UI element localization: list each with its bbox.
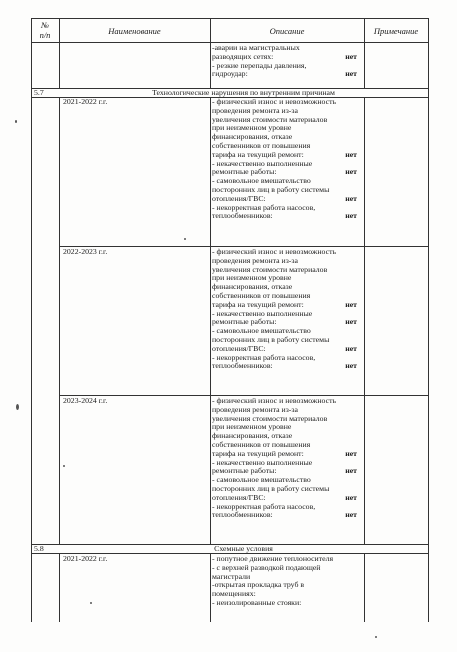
description-cell	[212, 397, 360, 520]
description-line: разводящих сетях:	[212, 51, 274, 61]
table-rule	[210, 97, 211, 544]
answer-value: нет	[345, 492, 357, 502]
answer-value: нет	[345, 448, 357, 458]
description-line: ремонтные работы:	[212, 317, 277, 327]
description-line: увеличения стоимости материалов	[212, 264, 328, 274]
header-number-sub: п/п	[39, 30, 51, 40]
description-line: магистрали	[212, 571, 251, 581]
description-line: - с верхней разводкой подающей	[212, 562, 321, 572]
description-line: проведения ремонта из-за	[212, 404, 298, 414]
answer-value: нет	[345, 193, 357, 203]
description-line: увеличения стоимости материалов	[212, 114, 328, 124]
header-name: Наименование	[108, 26, 161, 36]
description-line: -открытая прокладка труб в	[212, 580, 305, 590]
description-line: проведения ремонта из-за	[212, 255, 298, 265]
description-line: тарифа на текущий ремонт:	[212, 448, 304, 458]
section-number: 5.7	[34, 87, 44, 97]
description-line: при неизменном уровне	[212, 273, 292, 283]
header-note: Примечание	[373, 26, 419, 36]
answer-value: нет	[345, 69, 357, 79]
header-description: Описание	[269, 26, 305, 36]
scan-speck	[15, 120, 17, 123]
description-line: тарифа на текущий ремонт:	[212, 149, 304, 159]
header-number	[31, 20, 59, 40]
description-line: финансирования, отказе	[212, 431, 293, 441]
table-rule	[31, 18, 428, 19]
description-line: посторонних лиц в работу системы	[212, 184, 330, 194]
description-line: посторонних лиц в работу системы	[212, 334, 330, 344]
description-line: - попутное движение теплоносителя	[212, 554, 334, 563]
description-line: теплообменников:	[212, 211, 273, 221]
scan-speck	[184, 238, 186, 240]
description-line: - неизолированные стояки:	[212, 597, 302, 607]
answer-value: нет	[345, 149, 357, 159]
description-cell	[212, 248, 360, 371]
description-line: - некорректная работа насосов,	[212, 501, 316, 511]
description-line: при неизменном уровне	[212, 422, 292, 432]
year-label: 2021-2022 г.г.	[63, 97, 108, 106]
answer-value: нет	[345, 343, 357, 353]
description-line: отопления/ГВС:	[212, 343, 266, 353]
description-line: - самовольное вмешательство	[212, 326, 311, 336]
description-line: - самовольное вмешательство	[212, 176, 311, 186]
description-line: - некачественно выполненные	[212, 308, 313, 318]
header-number-sign: №	[40, 20, 49, 30]
answer-value: нет	[345, 167, 357, 177]
description-cell	[212, 44, 360, 79]
description-line: ремонтные работы:	[212, 167, 277, 177]
description-line: тарифа на текущий ремонт:	[212, 299, 304, 309]
year-label: 2021-2022 г.г.	[63, 554, 108, 563]
description-line: теплообменников:	[212, 510, 273, 520]
description-line: отопления/ГВС:	[212, 492, 266, 502]
description-line: - самовольное вмешательство	[212, 475, 311, 485]
description-line: - некорректная работа насосов,	[212, 352, 316, 362]
scan-speck	[16, 404, 19, 410]
description-line: - некорректная работа насосов,	[212, 202, 316, 212]
description-line: посторонних лиц в работу системы	[212, 483, 330, 493]
description-cell	[212, 98, 360, 221]
description-line: увеличения стоимости материалов	[212, 413, 328, 423]
scan-speck	[375, 636, 377, 638]
description-cell	[212, 555, 360, 608]
description-line: теплообменников:	[212, 361, 273, 371]
description-line: - физический износ и невозможность	[212, 247, 337, 256]
description-line: финансирования, отказе	[212, 282, 293, 292]
description-line: - резкие перепады давления,	[212, 60, 307, 70]
answer-value: нет	[345, 361, 357, 371]
description-line: гидроудар:	[212, 69, 248, 79]
table-rule	[210, 553, 211, 622]
description-line: собственников от повышения	[212, 439, 311, 449]
description-line: помещениях:	[212, 589, 256, 599]
section-title: Технологические нарушения по внутренним причинам	[152, 87, 335, 97]
description-line: - физический износ и невозможность	[212, 97, 337, 106]
description-line: отопления/ГВС:	[212, 193, 266, 203]
answer-value: нет	[345, 317, 357, 327]
description-line: - некачественно выполненные	[212, 457, 313, 467]
table-rule	[59, 553, 60, 622]
description-line: - физический износ и невозможность	[212, 396, 337, 405]
scan-speck	[63, 465, 65, 467]
section-number: 5.8	[34, 543, 44, 553]
year-label: 2022-2023 г.г.	[63, 247, 108, 256]
table-rule	[59, 97, 60, 544]
answer-value: нет	[345, 510, 357, 520]
table-rule	[31, 18, 32, 622]
description-line: собственников от повышения	[212, 290, 311, 300]
description-line: собственников от повышения	[212, 140, 311, 150]
answer-value: нет	[345, 466, 357, 476]
table-rule	[428, 18, 429, 622]
description-line: при неизменном уровне	[212, 123, 292, 133]
section-title: Схемные условия	[214, 543, 273, 553]
description-line: - некачественно выполненные	[212, 158, 313, 168]
answer-value: нет	[345, 51, 357, 61]
description-line: -аварии на магистральных	[212, 43, 300, 52]
table-rule	[364, 97, 365, 544]
scan-speck	[90, 602, 92, 604]
description-line: проведения ремонта из-за	[212, 105, 298, 115]
table-rule	[364, 553, 365, 622]
answer-value: нет	[345, 299, 357, 309]
answer-value: нет	[345, 211, 357, 221]
description-line: ремонтные работы:	[212, 466, 277, 476]
year-label: 2023-2024 г.г.	[63, 396, 108, 405]
description-line: финансирования, отказе	[212, 132, 293, 142]
